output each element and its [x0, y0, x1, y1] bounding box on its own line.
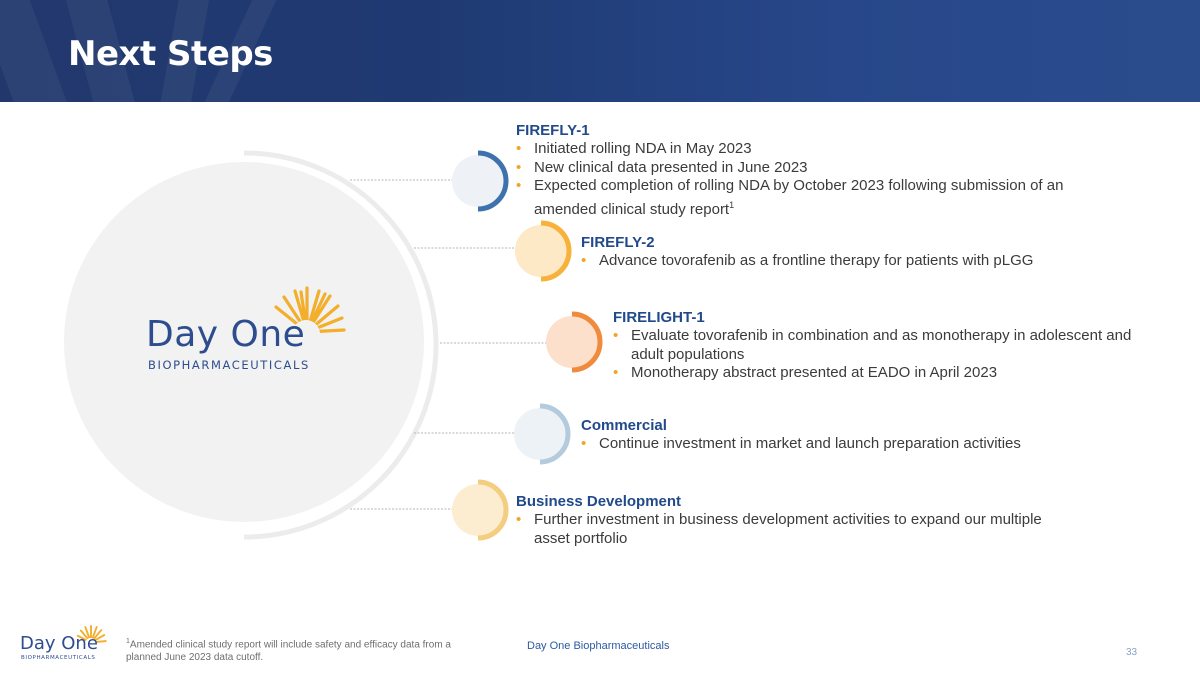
company-logo [146, 282, 356, 372]
page-number: 33 [1126, 647, 1138, 658]
logo-wordmark: Day One [146, 314, 306, 355]
node-bizdev [452, 484, 504, 536]
bullet-item [516, 177, 1076, 219]
node-ring-firefly1 [478, 153, 506, 209]
bullet-list [613, 327, 1158, 383]
bullet-list [581, 252, 1141, 271]
bullet-item: • Initiated rolling NDA in May 2023 [516, 140, 1076, 159]
node-firelight1 [546, 316, 598, 368]
logo-subtitle: BIOPHARMACEUTICALS [148, 358, 310, 372]
section-firefly1 [516, 121, 1076, 219]
footnote-marker: 1 [126, 638, 130, 645]
footnote-ref: 1 [729, 199, 735, 210]
footer-logo-subtitle: BIOPHARMACEUTICALS [21, 655, 96, 661]
node-firefly1 [452, 155, 504, 207]
bullet-item: • Advance tovorafenib as a frontline therapy for patients with pLGG [581, 252, 1141, 271]
bullet-item: • Continue investment in market and launch preparation activities [581, 435, 1141, 454]
bullet-list [581, 435, 1141, 454]
header-banner [0, 0, 1200, 102]
section-title: Business Development [516, 493, 682, 510]
section-firelight1 [613, 308, 1158, 383]
footer-logo-wordmark: Day One [20, 633, 98, 654]
section-title: FIRELIGHT-1 [613, 309, 705, 326]
section-firefly2 [581, 233, 1141, 271]
node-ring-firelight1 [572, 314, 600, 370]
bullet-text: Expected completion of rolling NDA by October 2023 following submission of an amended clinical study report [534, 177, 1064, 218]
footer-company-name: Day One Biopharmaceuticals [527, 640, 670, 652]
bullet-item: • Evaluate tovorafenib in combination and as monotherapy in adolescent and adult populations [613, 327, 1158, 364]
node-commercial [514, 408, 566, 460]
node-ring-firefly2 [541, 223, 569, 279]
section-title: Commercial [581, 417, 667, 434]
bullet-item: • New clinical data presented in June 2023 [516, 159, 1076, 178]
node-ring-bizdev [478, 482, 506, 538]
footnote [126, 636, 476, 664]
section-commercial [581, 416, 1141, 454]
node-firefly2 [515, 225, 567, 277]
bullet-list [516, 140, 1076, 219]
page-title: Next Steps [68, 34, 273, 74]
node-ring-commercial [540, 406, 568, 462]
bullet-list [516, 511, 1076, 548]
bullet-item: • Monotherapy abstract presented at EADO in April 2023 [613, 364, 1158, 383]
section-title: FIREFLY-2 [581, 234, 655, 251]
bullet-item: • Further investment in business development activities to expand our multiple asset portfolio [516, 511, 1076, 548]
section-bizdev [516, 492, 1076, 548]
footnote-text: Amended clinical study report will include safety and efficacy data from a planned June 2023 data cutoff. [126, 639, 451, 663]
section-title: FIREFLY-1 [516, 122, 590, 139]
footer-logo [20, 622, 110, 662]
